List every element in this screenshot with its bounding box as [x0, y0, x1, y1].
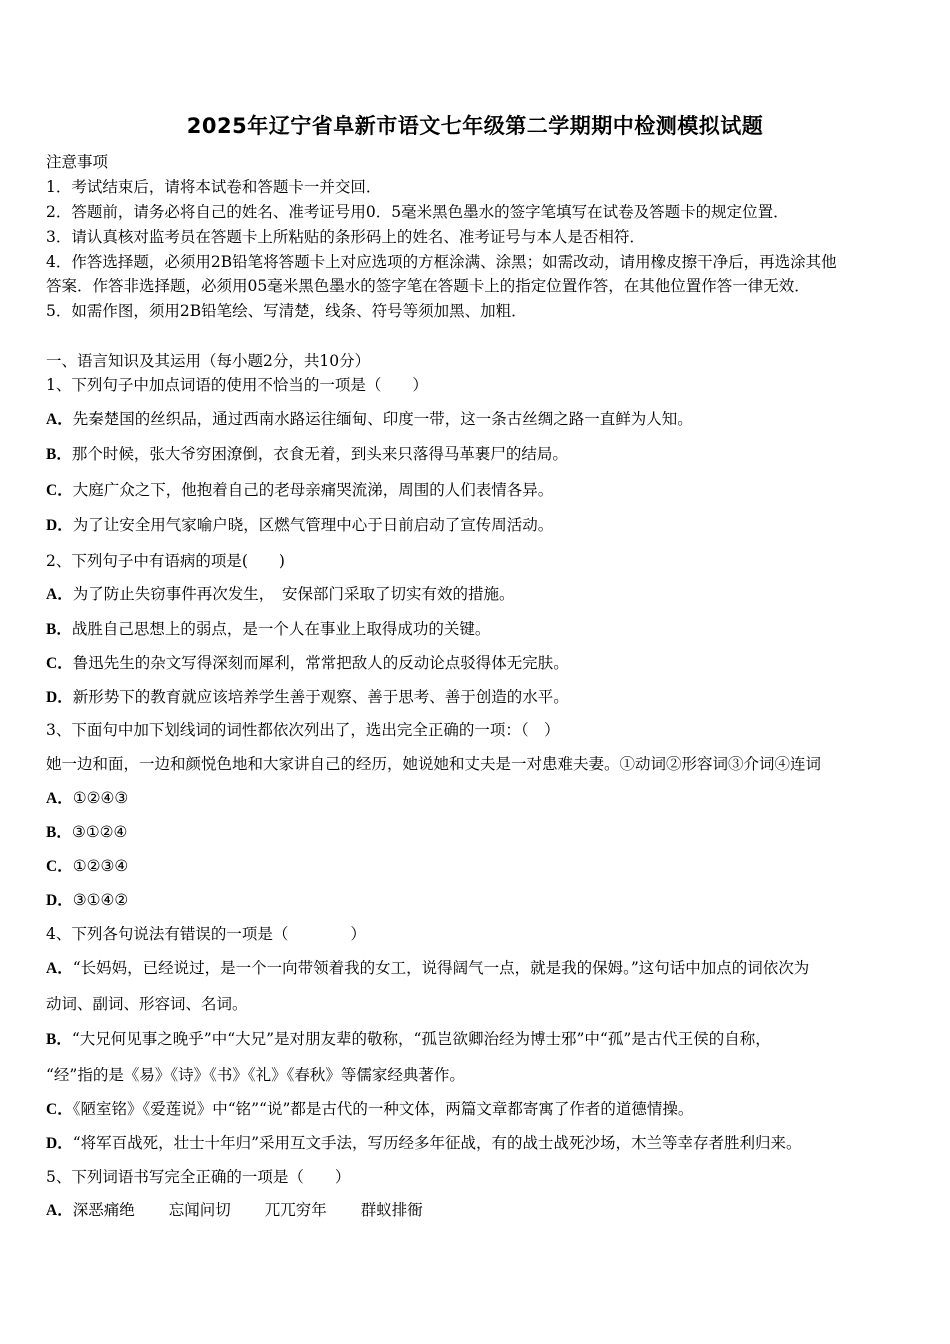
option-word: 群蚁排衙 — [360, 1201, 423, 1219]
option-letter: B． — [46, 446, 72, 463]
option-text: ①②④③ — [72, 789, 129, 807]
question-stem: 4、下列各句说法有错误的一项是（ ） — [46, 925, 366, 943]
option-word: 深恶痛绝 — [72, 1201, 135, 1219]
option-letter: B． — [46, 824, 72, 841]
page-title: 2025年辽宁省阜新市语文七年级第二学期期中检测模拟试题 — [186, 114, 764, 138]
option-text: “将军百战死，壮士十年归”采用互文手法，写历经多年征战，有的战士战死沙场，木兰等幸存者胜利归来。 — [72, 1134, 802, 1152]
option-letter: B． — [46, 621, 72, 638]
option-line — [46, 856, 906, 877]
option-letter: A． — [46, 960, 73, 977]
option-letter: D． — [46, 1135, 73, 1152]
option-letter: D． — [46, 892, 73, 909]
notice-item: 2．答题前，请务必将自己的姓名、准考证号用0．5毫米黑色墨水的签字笔填写在试卷及答题卡的规定位置． — [46, 203, 789, 221]
option-line — [46, 1099, 906, 1120]
option-line — [46, 1200, 906, 1221]
notice-item: 1．考试结束后，请将本试卷和答题卡一并交回． — [46, 178, 382, 196]
option-text: “经”指的是《易》《诗》《书》《礼》《春秋》等儒家经典著作。 — [46, 1066, 465, 1084]
option-text: 大庭广众之下，他抱着自己的老母亲痛哭流涕，周围的人们表情各异。 — [72, 481, 554, 499]
option-text: 那个时候，张大爷穷困潦倒，衣食无着，到头来只落得马革裹尸的结局。 — [71, 445, 568, 463]
option-line — [46, 444, 906, 465]
option-line — [46, 788, 906, 809]
option-line — [46, 480, 906, 501]
option-line — [46, 584, 906, 605]
option-text: 为了防止失窃事件再次发生， 安保部门采取了切实有效的措施。 — [72, 585, 515, 603]
option-letter: D． — [46, 517, 73, 534]
option-letter: C． — [46, 1101, 73, 1118]
option-letter: A． — [46, 586, 73, 603]
option-text: ③①④② — [72, 891, 129, 909]
option-line — [46, 1133, 906, 1154]
option-line — [46, 1029, 906, 1050]
question-stem: 5、下列词语书写完全正确的一项是（ ） — [46, 1168, 351, 1186]
option-text: “大兄何见事之晚乎”中“大兄”是对朋友辈的敬称，“孤岂欲卿治经为博士邪”中“孤”是古代王侯的自称， — [71, 1030, 771, 1048]
option-line — [46, 822, 906, 843]
notice-item: 5．如需作图，须用2B铅笔绘、写清楚，线条、符号等须加黑、加粗． — [46, 302, 527, 320]
option-text: 为了让安全用气家喻户晓，区燃气管理中心于日前启动了宣传周活动。 — [72, 516, 554, 534]
option-text: 先秦楚国的丝织品，通过西南水路运往缅甸、印度一带，这一条古丝绸之路一直鲜为人知。 — [72, 410, 693, 428]
option-line — [46, 515, 906, 536]
option-line — [46, 1065, 906, 1085]
option-text: ③①②④ — [71, 823, 128, 841]
option-letter: A． — [46, 790, 73, 807]
notice-item: 4．作答选择题，必须用2B铅笔将答题卡上对应选项的方框涂满、涂黑；如需改动，请用橡皮擦干净后，再选涂其他 — [46, 253, 837, 271]
option-letter: C． — [46, 858, 73, 875]
option-text: 鲁迅先生的杂文写得深刻而犀利，常常把敌人的反动论点驳得体无完肤。 — [72, 654, 569, 672]
option-word: 忘闻问切 — [168, 1201, 231, 1219]
option-line — [46, 409, 906, 430]
option-text: “长妈妈，已经说过，是一个一向带领着我的女工，说得阔气一点，就是我的保姆。”这句话中加点的词依次为 — [72, 959, 810, 977]
option-letter: C． — [46, 482, 73, 499]
question-sentence: 她一边和面，一边和颜悦色地和大家讲自己的经历，她说她和丈夫是一对患难夫妻。①动词②形容词③介词④连词 — [46, 755, 822, 773]
option-line — [46, 687, 906, 708]
option-word: 兀兀穷年 — [264, 1201, 327, 1219]
option-line — [46, 619, 906, 640]
notice-item: 3．请认真核对监考员在答题卡上所粘贴的条形码上的姓名、准考证号与本人是否相符． — [46, 228, 645, 246]
option-text: ①②③④ — [72, 857, 129, 875]
notice-item: 答案．作答非选择题，必须用05毫米黑色墨水的签字笔在答题卡上的指定位置作答，在其他位置作答一律无效． — [46, 277, 810, 295]
question-stem: 3、下面句中加下划线词的词性都依次列出了，选出完全正确的一项：（ ） — [46, 721, 560, 739]
notice-heading: 注意事项 — [46, 153, 109, 171]
option-letter: B． — [46, 1031, 72, 1048]
option-text: 动词、副词、形容词、名词。 — [46, 995, 248, 1013]
option-letter: A． — [46, 411, 73, 428]
option-text: 《陋室铭》《爱莲说》中“铭”“说”都是古代的一种文体，两篇文章都寄寓了作者的道德情操。 — [72, 1100, 694, 1118]
option-line — [46, 890, 906, 911]
question-stem: 2、下列句子中有语病的项是( ) — [46, 552, 285, 570]
option-line — [46, 958, 906, 979]
question-stem: 1、下列句子中加点词语的使用不恰当的一项是（ ） — [46, 376, 428, 394]
option-letter: D． — [46, 689, 73, 706]
option-letter: C． — [46, 655, 73, 672]
section-heading: 一、语言知识及其运用（每小题2分，共10分） — [46, 352, 371, 370]
option-line — [46, 653, 906, 674]
option-line — [46, 994, 906, 1014]
option-letter: A． — [46, 1202, 73, 1219]
option-text: 新形势下的教育就应该培养学生善于观察、善于思考、善于创造的水平。 — [72, 688, 569, 706]
option-text: 战胜自己思想上的弱点，是一个人在事业上取得成功的关键。 — [71, 620, 491, 638]
